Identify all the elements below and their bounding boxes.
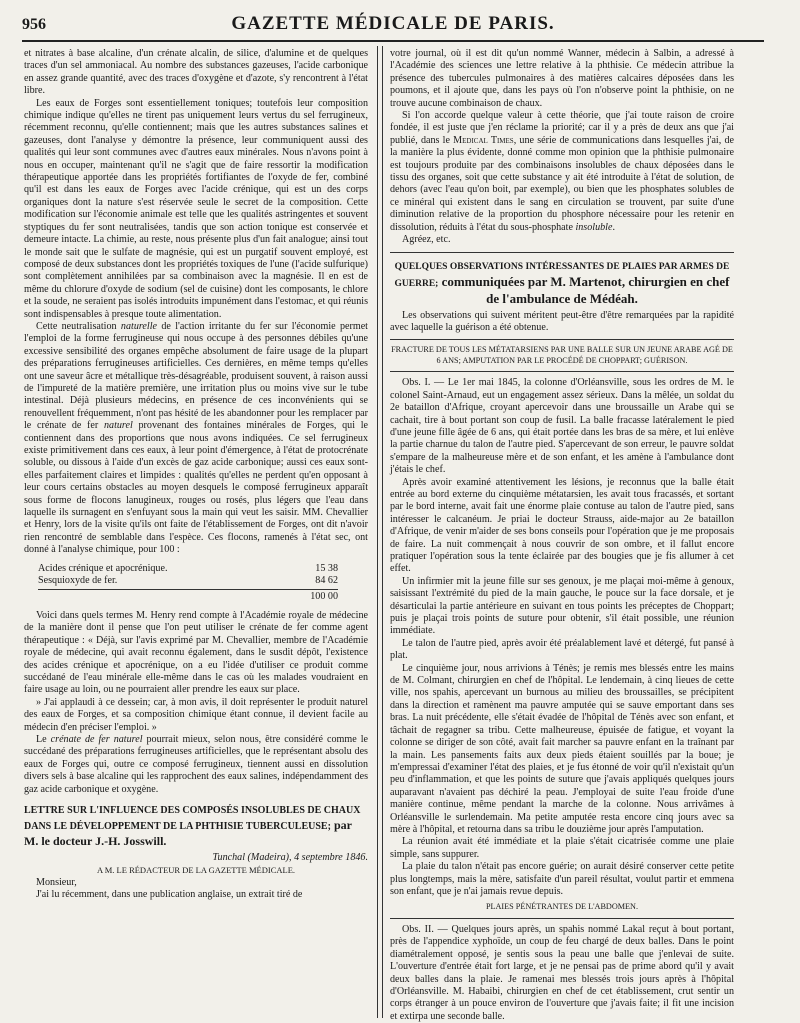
table-row: Acides crénique et apocrénique. 15 38 bbox=[38, 562, 338, 574]
paragraph: La plaie du talon n'était pas encore guérie; on aurait désiré conserver cette petite plus longtemps, mais la mère, satisfaite d'un pareil résultat, voulut partir et emmena son enfant, que je n'ai jamais revue depuis. bbox=[390, 861, 734, 897]
paragraph: Le cinquième jour, nous arrivions à Ténès; je remis mes blessés entre les mains de M. Colmant, chirurgien en chef de l'hôpital. Le lendemain, à cinq lieues de cette ville, nos spahis, apercevant un burnous au milieu des broussailles, se précipitent dans la direction et ramènent ma pauvre amputée qui se sauve emportant dans ses bras. La nuit précédente, elle s'était évadée de l'hôpital de Ténès avec son enfant, et tâchait de regagner sa tribu. Cette malheureuse, épuisée de fatigue, et voyant la colonne se diriger de son côté, avait fait marcher sa pauvre enfant en la traînant par la main. Les pansements faits aux deux pieds étaient souillés par la boue; je m'empressai d'examiner l'état des plaies, et je fus étonné de voir qu'il n'existait qu'un peu d'inflammation, et que les points de suture que j'avais appliqués quelques jours auparavant n'avaient pas déchiré la peau. J'employai de suite l'eau froide d'une manière continue, même pendant la marche de la colonne. Nous arrivâmes à Orléansville le surlendemain. Ma petite amputée resta encore cinq jours avec sa mère à l'hôpital, et retourna dans sa tribu le douzième jour après l'amputation. bbox=[390, 662, 734, 835]
dateline: Tunchal (Madeira), 4 septembre 1846. bbox=[212, 851, 368, 863]
separator bbox=[390, 918, 734, 919]
paragraph: Après avoir examiné attentivement les lésions, je reconnus que la balle était entrée au bord externe du cinquième métatarsien, les avait tous fracassés, et sortant par le bord interne, avait fait une énorme plaie contuse au talon de l'autre pied, sans intéresser le calcanéum. Je priai le docteur Strauss, aide-major au 2e bataillon d'Afrique, de venir m'aider de ses bons conseils pour l'opération que je me proposais de faire. La nuit commençait à nous couvrir de son ombre, et il fallut encore pratiquer l'opération sous la tente éclairée par des bougies que je fis allumer à cet effet. bbox=[390, 476, 734, 575]
addressee: A M. LE RÉDACTEUR DE LA GAZETTE MÉDICALE. bbox=[96, 865, 296, 876]
paragraph: Les observations qui suivent méritent peut-être d'être remarquées par la rapidité avec laquelle la guérison a été obtenue. bbox=[390, 309, 734, 333]
journal-title: GAZETTE MÉDICALE DE PARIS. bbox=[231, 13, 555, 34]
right-column bbox=[390, 48, 734, 1022]
paragraph: J'ai lu récemment, dans une publication anglaise, un extrait tiré de bbox=[36, 889, 303, 901]
paragraph: Si l'on accorde quelque valeur à cette théorie, que j'ai toute raison de croire fondée, il est juste que j'en réclame la priorité; car il y a près de deux ans que j'ai publié, dans le Medical Times, une série de communications dans lesquelles j'ai, de la manière la plus évidente, donné comme mon opinion que la phthisie pulmonaire est toujours produite par des combinaisons insolubles de chaux déposées dans le tissu des organes, soit que cette substance y ait été introduite à l'état de solution, de dehors (avec l'eau qu'on boit, par exemple), ou bien que les phosphates solubles de ce minéral qui existent dans le sang en circulation se trouvent, par suite d'une diminution relative de la proportion du phosphore nécessaire pour les retenir en dissolution, réduits à l'état du sous-phosphate insoluble. bbox=[390, 110, 734, 233]
paragraph: Voici dans quels termes M. Henry rend compte à l'Académie royale de médecine de la manière dont il pense que l'on peut utiliser le crénate de fer comme agent thérapeutique : « Déjà, sur l'avis exprimé par M. Chevallier, membre de l'Académie royale de médecine, qui avait reconnu également, dans le susdit dépôt, l'existence des acides crénique et apocrénique, on a eu l'idée d'utiliser ce produit comme succédané de l'eau minérale elle-même dans le cas où les malades voudraient en faire usage au loin, ou ne pourraient aller prendre les eaux sur place. bbox=[24, 609, 368, 696]
table-total: 100 00 bbox=[38, 589, 338, 603]
separator bbox=[390, 339, 734, 340]
salutation: Monsieur, bbox=[36, 876, 77, 888]
section-title: PLAIES PÉNÉTRANTES DE L'ABDOMEN. bbox=[485, 902, 639, 912]
paragraph: votre journal, où il est dit qu'un nommé Wanner, médecin à Salbin, a adressé à l'Académie des sciences une lettre relative à la phthisie. Ce médecin attribue la présence des tubercules pulmonaires à des matières calcaires déposées dans les poumons, et il ajoute que, dans les pays où l'on n'observe point la phthisie, on ne trouve aucune combinaison de chaux. bbox=[390, 48, 734, 109]
separator bbox=[390, 252, 734, 253]
page-number: 956 bbox=[22, 16, 46, 33]
left-column bbox=[24, 48, 368, 1016]
closing: Agréez, etc. bbox=[402, 234, 451, 246]
section-title: FRACTURE DE TOUS LES MÉTATARSIENS PAR UNE BALLE SUR UN JEUNE ARABE AGÉ DE 6 ANS; AMPUTATION PAR LE PROCÉDÉ DE CHOPPART; GUÉRISON. bbox=[391, 345, 733, 365]
paragraph: Obs. II. — Quelques jours après, un spahis nommé Lakal reçut à bout portant, près de l'appendice xyphoïde, un coup de feu chargé de deux balles. Dans le point diamétralement opposé, je sentis sous la peau une balle que j'enlevai de suite. L'ouverture d'entrée était fort large, et je ne pensai pas de prime abord qu'il y avait deux balles dans la plaie. Je ramenai mes blessés trois jours après à l'hôpital d'Orléansville. M. Habaibi, chirurgien en chef de cet établissement, crut sentir un corps étranger à un pouce environ de l'ouverture que j'avais faite; il fit une incision et extirpa une seconde balle. bbox=[390, 923, 734, 1022]
paragraph: La réunion avait été immédiate et la plaie s'était cicatrisée comme une plaie simple, sans suppurer. bbox=[390, 836, 734, 860]
paragraph: Le crénate de fer naturel pourrait mieux, selon nous, être considéré comme le succédané des préparations ferrugineuses artificielles, que le représentant absolu des eaux de Forges qui, outre ce composé ferrugineux, tiennent aussi en dissolution divers sels à base alcaline qui les rapprochent des eaux salines, indépendamment des gaz acide carbonique et oxygène. bbox=[24, 733, 369, 795]
paragraph: Un infirmier mit la jeune fille sur ses genoux, je me plaçai moi-même à genoux, saisissant l'extrémité du pied de la main gauche, le pouce sur la face dorsale, et je désarticulai la partie antérieure en suivant en tous points les préceptes de Choppart; puis je plaçai trois points de suture pour obtenir, s'il était possible, une réunion immédiate. bbox=[390, 575, 734, 637]
article-heading: LETTRE SUR L'INFLUENCE DES COMPOSÉS INSOLUBLES DE CHAUX DANS LE DÉVELOPPEMENT DE LA PHTHISIE TUBERCULEUSE; par M. le docteur J.-H. Josswill. bbox=[24, 804, 361, 848]
paragraph: » J'ai applaudi à ce dessein; car, à mon avis, il doit représenter le produit naturel des eaux de Forges, et sa composition chimique étant connue, il devient facile au médecin d'en préciser l'emploi. » bbox=[24, 696, 368, 733]
article-heading: QUELQUES OBSERVATIONS INTÉRESSANTES DE PLAIES PAR ARMES DE GUERRE; communiquées par M. Martenot, chirurgien en chef de l'ambulance de Médéah. bbox=[394, 261, 730, 306]
column-divider bbox=[377, 46, 383, 1018]
page-header bbox=[22, 10, 764, 42]
paragraph: Obs. I. — Le 1er mai 1845, la colonne d'Orléansville, sous les ordres de M. le colonel Saint-Arnaud, eut un engagement assez sérieux. Dans la mêlée, un soldat du 2e bataillon d'Afrique, croyant apercevoir dans une broussaille un Arabe qui se cachait, tire à bout portant son coup de fusil. La balle fracasse latéralement le pied d'une jeune fille âgée de 6 ans, qui était portée dans les bras de sa mère, et lui enlève la partie charnue du talon de l'autre pied. S'apercevant de son erreur, le pauvre soldat s'empare de la malheureuse mère et de son enfant, et les amène à l'ambulance dont j'étais le chef. bbox=[390, 377, 734, 476]
analysis-table bbox=[38, 563, 338, 604]
paragraph: Cette neutralisation naturelle de l'action irritante du fer sur l'économie permet l'emploi de la forme ferrugineuse qui nous occupe à des personnes débiles qu'une excessive sensibilité des organes empêche absolument de faire usage de la plupart des préparations ferrugineuses artificielles. Ces dernières, en même temps qu'elles ont une saveur âcre et métallique très-désagréable, produisent souvent, à raison aussi de l'impureté de la matière première, une irritation plus ou moins vive sur le tube intestinal. Déjà plusieurs médecins, en présence de ces inconvénients qui se renouvellent fréquemment, n'ont pas hésité de les abandonner pour les remplacer par le crénate de fer naturel provenant des fontaines minérales de Forges, qui le contiennent dans des proportions que nous avons indiquées. Ce sel ferrugineux existe primitivement dans ces eaux, à leur point d'émergence, à l'état de protocrénate soluble, ou dissous à l'aide d'un excès de gaz acide carbonique; aussi ces eaux sont-elles parfaitement claires et limpides : qualités qu'elles ne perdent qu'en opposant à leur cours certains obstacles au moyen desquels le composé ferrugineux apparaît sous forme de flocons lanugineux, rouges ou rosés, plus légers que l'eau dans laquelle ils surnagent en s'enfuyant sous la main qui veut les saisir. MM. Chevallier et Henry, lors de la visite qu'ils ont faite de l'établissement de Forges, ont dit n'avoir rien rencontré de semblable dans l'espèce. Ces flocons, ramenés à l'état sec, ont donné à l'analyse chimique, pour 100 : bbox=[24, 320, 369, 556]
paragraph: Le talon de l'autre pied, après avoir été préalablement lavé et détergé, fut pansé à plat. bbox=[390, 637, 734, 662]
paragraph: et nitrates à base alcaline, d'un crénate alcalin, de silice, d'alumine et de quelques traces d'un sel ammoniacal. Au nombre des substances gazeuses, l'acide carbonique en assez grande quantité, avec des traces d'oxygène et d'azote, s'y rencontrent à l'état libre. bbox=[24, 48, 368, 97]
separator bbox=[390, 371, 734, 372]
table-row: Sesquioxyde de fer. 84 62 bbox=[38, 575, 338, 587]
paragraph: Les eaux de Forges sont essentiellement toniques; toutefois leur composition chimique indique qu'elles ne tirent pas uniquement leurs vertus du sel ferrugineux, récemment reconnu, qu'elle contiennent; mais que les autres substances salines et gazeuses, dont l'analyse y démontre la présence, leur communiquent aussi des qualités qui leur sont communes avec d'autres eaux minérales. Nous n'avons point à nous en occuper, maintenant qu'il ne s'agit que de faire ressortir la modification thérapeutique apportée dans les propriétés fortifiantes de l'oxyde de fer, combiné qu'il est dans les eaux de Forges avec l'acide crénique, qui est un des corps organiques dont la nature s'est réservée seule le secret de la composition. Cette modification sur l'économie animale est telle que les qualités astringentes et souvent styptiques du fer sont neutralisées, tandis que son action tonique est conservée et demeure intacte. La chimie, au reste, nous présente plus d'un fait analogue; ainsi tout le monde sait que le sulfate de magnésie, qui est un purgatif souvent employé, est composé de deux substances dont les propriétés toxiques de l'une (l'acide sulfurique) sont complètement annihilées par sa combinaison avec la magnésie. Il en est de même du chlorure d'oxyde de sodium (sel de cuisine) dont les composants, le chlore et la soude, ne seraient pas isolés introduits impunément dans l'estomac, et qui réunis sont indispensables à presque toute alimentation. bbox=[24, 97, 368, 320]
